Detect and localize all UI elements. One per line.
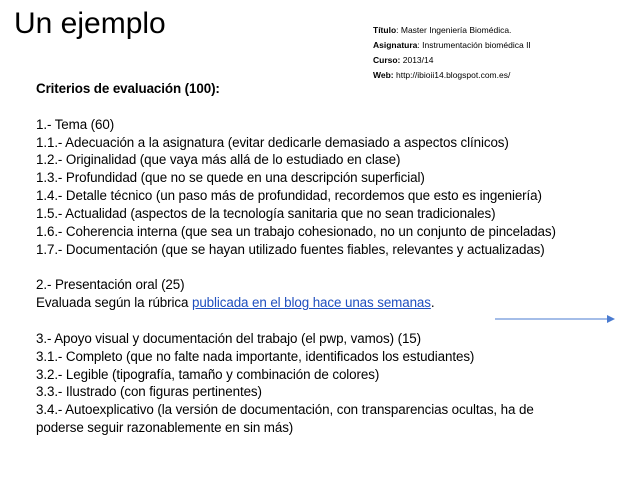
section-tema: 1.- Tema (60) bbox=[36, 116, 115, 132]
meta-titulo: Título: Master Ingeniería Biomédica. bbox=[373, 25, 512, 35]
criterion-1-7: 1.7.- Documentación (que se hayan utilizado fuentes fiables, relevantes y actualizadas) bbox=[36, 241, 545, 257]
criterion-3-2: 3.2.- Legible (tipografía, tamaño y combinación de colores) bbox=[36, 366, 380, 382]
criterion-3-4: 3.4.- Autoexplicativo (la versión de documentación, con transparencias ocultas, ha de bbox=[36, 402, 534, 418]
course-info bbox=[373, 23, 531, 83]
arrow-right-icon bbox=[495, 314, 615, 324]
criterion-1-2: 1.2.- Originalidad (que vaya más allá de lo estudiado en clase) bbox=[36, 152, 401, 168]
section-presentacion: 2.- Presentación oral (25) bbox=[36, 277, 185, 293]
criterion-3-3: 3.3.- Ilustrado (con figuras pertinentes) bbox=[36, 384, 262, 400]
evaluada-line: Evaluada según la rúbrica publicada en el blog hace unas semanas. bbox=[36, 295, 435, 311]
criterion-3-4-cont: poderse seguir razonablemente en sin más) bbox=[36, 420, 294, 436]
spacer bbox=[36, 258, 636, 276]
slide-title: Un ejemplo bbox=[14, 7, 166, 40]
meta-curso: Curso: 2013/14 bbox=[373, 55, 434, 65]
criteria-heading: Criterios de evaluación (100): bbox=[36, 81, 220, 96]
meta-web: Web: http://ibioii14.blogspot.com.es/ bbox=[373, 70, 511, 80]
criterion-1-4: 1.4.- Detalle técnico (un paso más de profundidad, recordemos que esto es ingeniería) bbox=[36, 188, 542, 204]
meta-asignatura: Asignatura: Instrumentación biomédica II bbox=[373, 40, 531, 50]
criterion-1-5: 1.5.- Actualidad (aspectos de la tecnología sanitaria que no sean tradicionales) bbox=[36, 205, 496, 221]
criterion-1-1: 1.1.- Adecuación a la asignatura (evitar dedicarle demasiado a aspectos clínicos) bbox=[36, 134, 509, 150]
criterion-1-6: 1.6.- Coherencia interna (que sea un trabajo cohesionado, no un conjunto de pinceladas) bbox=[36, 223, 556, 239]
section-apoyo: 3.- Apoyo visual y documentación del trabajo (el pwp, vamos) (15) bbox=[36, 330, 421, 346]
rubric-link[interactable]: publicada en el blog hace unas semanas bbox=[191, 295, 431, 311]
criterion-3-1: 3.1.- Completo (que no falte nada importante, identificados los estudiantes) bbox=[36, 348, 475, 364]
criterion-1-3: 1.3.- Profundidad (que no se quede en una descripción superficial) bbox=[36, 170, 425, 186]
spacer bbox=[36, 98, 636, 116]
evaluation-criteria bbox=[36, 80, 636, 437]
